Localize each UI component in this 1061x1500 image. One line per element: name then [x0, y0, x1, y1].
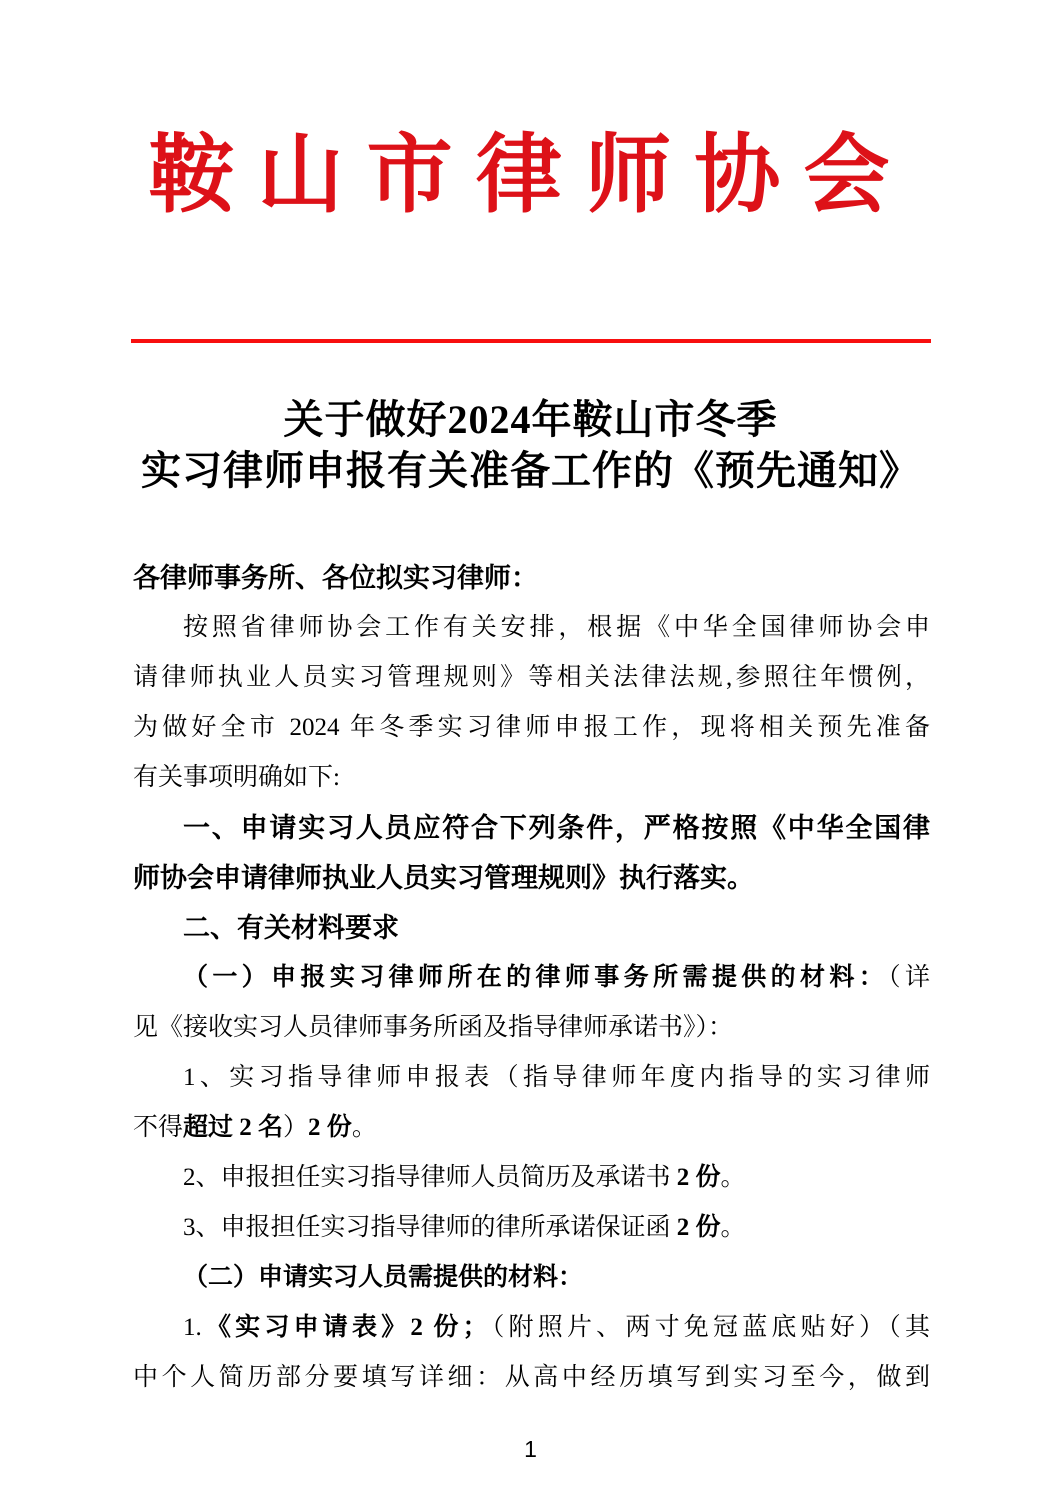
text-segment: 请律师执业人员实习管理规则》等相关法律法规,参照往年惯例， — [133, 664, 930, 691]
document-title-line1: 关于做好2024年鞍山市冬季 — [283, 397, 778, 442]
text-segment: 3、申报担任实习指导律师的律所承诺保证函 — [183, 1214, 677, 1241]
document-title-line2: 实习律师申报有关准备工作的《预先通知》 — [141, 448, 920, 493]
body-line — [133, 1303, 930, 1353]
text-segment: 2 份 — [308, 1114, 352, 1141]
text-segment: 1. — [183, 1314, 202, 1341]
text-segment: 。 — [720, 1214, 746, 1241]
text-segment: （一）申报实习律师所在的律师事务所需提供的材料： — [183, 964, 889, 991]
body-line — [133, 953, 930, 1003]
body-line — [133, 1053, 930, 1103]
body-line — [133, 1353, 930, 1403]
body-line — [133, 1203, 930, 1253]
body-line — [133, 703, 930, 753]
text-segment: 不得 — [133, 1114, 184, 1141]
text-segment: 见《接收实习人员律师事务所函及指导律师承诺书》）： — [133, 1014, 734, 1041]
body-line — [133, 603, 930, 653]
text-segment: 各律师事务所、各位拟实习律师： — [133, 563, 538, 593]
body-line — [133, 1103, 930, 1153]
body-line — [133, 1153, 930, 1203]
body-line — [133, 903, 930, 953]
text-segment: 为做好全市 2024 年冬季实习律师申报工作，现将相关预先准备 — [133, 714, 930, 741]
text-segment: 超过 2 名 — [183, 1114, 284, 1141]
text-segment: 2、申报担任实习指导律师人员简历及承诺书 — [183, 1164, 677, 1191]
text-segment: 中个人简历部分要填写详细：从高中经历填写到实习至今，做到 — [133, 1364, 930, 1391]
body-line — [133, 753, 930, 803]
text-segment: （二）申请实习人员需提供的材料： — [183, 1264, 584, 1291]
text-segment: 。 — [720, 1164, 746, 1191]
text-segment: （附照片、两寸免冠蓝底贴好）（其 — [487, 1314, 930, 1341]
text-segment: 按照省律师协会工作有关安排，根据《中华全国律师协会申 — [183, 614, 930, 641]
body-line — [133, 553, 930, 603]
text-segment: 一、申请实习人员应符合下列条件，严格按照《中华全国律 — [183, 813, 930, 843]
body-line — [133, 653, 930, 703]
document-title — [0, 394, 1061, 496]
text-segment: 2 份 — [676, 1164, 721, 1191]
text-segment: 《实习申请表》2 份； — [201, 1314, 488, 1341]
text-segment: 2 份 — [676, 1214, 721, 1241]
text-segment: 1、实习指导律师申报表（指导律师年度内指导的实习律师 — [183, 1064, 930, 1091]
letterhead-red-rule — [131, 339, 931, 343]
letterhead-org-title: 鞍山市律师协会 — [148, 127, 913, 223]
body-line — [133, 1253, 930, 1303]
text-segment: 。 — [351, 1114, 377, 1141]
body-line — [133, 803, 930, 853]
text-segment: ） — [283, 1114, 309, 1141]
page-number: 1 — [524, 1436, 537, 1462]
body-line — [133, 853, 930, 903]
body-line — [133, 1003, 930, 1053]
text-segment: 师协会申请律师执业人员实习管理规则》执行落实。 — [133, 863, 754, 893]
text-segment: 二、有关材料要求 — [183, 913, 399, 943]
text-segment: （详 — [888, 964, 930, 991]
text-segment: 有关事项明确如下: — [133, 764, 340, 791]
document-body — [133, 553, 930, 1403]
